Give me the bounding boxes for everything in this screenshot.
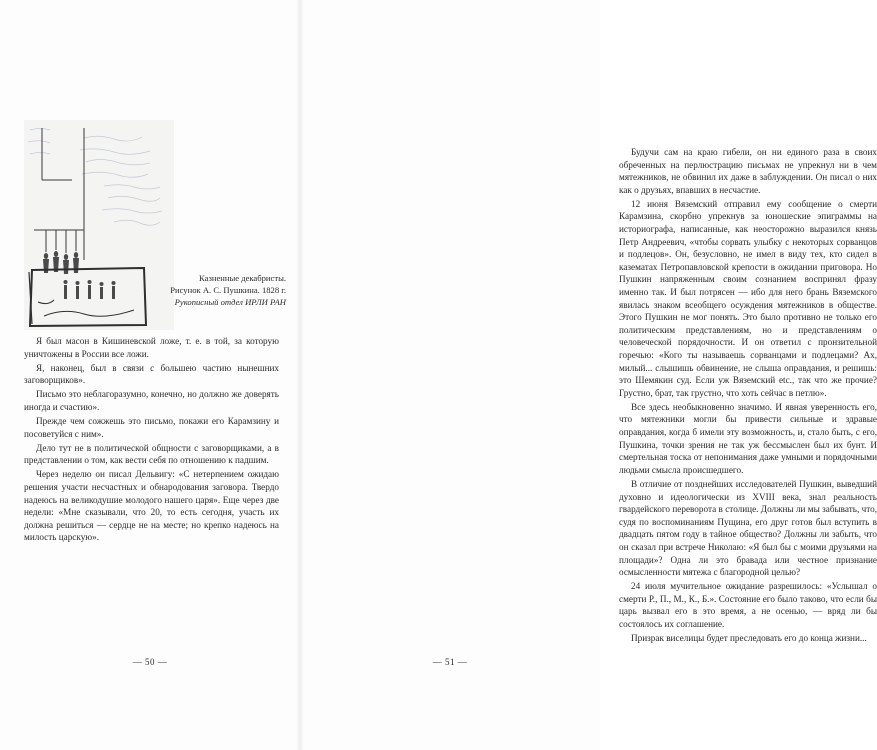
left-paragraph: Я, наконец, был в связи с большею частию нынешних заговорщиков».: [24, 362, 279, 386]
right-paragraph: В отличие от позднейших исследователей Пушкин, выведший духовно и идеологически из XVIII века, знал реальность гвардейского переворота в столице. Должны ли мы забывать, что, судя по воспоминаниям Пущина, его друг готов был вступить в двадцать пятом году в тайное общество? Должны ли забыть, что он сказал при встрече Николаю: «Я был бы с моими друзьями на площади»? Одна ли это бравада или честное признание осмысленности мятежа с благородной целью?: [619, 478, 877, 578]
right-paragraph: Все здесь необыкновенно значимо. И явная уверенность его, что мятежники могли бы привести сильные и здравые оправдания, когда б имели эту возможность, и, стало быть, с его, Пушкина, точки зрения не так уж бессмыслен был их бунт. И смертельная тоска от непонимания даже умными и порядочными людьми смысла происшедшего.: [619, 401, 877, 475]
caption-title: Казненные декабристы.: [199, 273, 286, 283]
left-page-body: [24, 335, 279, 546]
right-page: [300, 0, 877, 750]
left-paragraph: Я был масон в Кишиневской ложе, т. е. в той, за которую уничтожены в России все ложи.: [24, 336, 279, 359]
left-paragraph: Письмо это неблагоразумно, конечно, но должно же доверять иногда и счастию».: [24, 389, 279, 412]
right-paragraph: Будучи сам на краю гибели, он ни единого раза в своих обреченных на перлюстрацию письмах не упрекнул ни в чем мятежников, не обвинил их даже в заблуждении. Он писал о них как о друзьях, впавших в несчастие.: [619, 147, 877, 195]
right-paragraph: 24 июля мучительное ожидание разрешилось: «Услышал о смерти Р., П., М., К., Б.». Состояние его было таково, что если бы царь вызвал его в это время, а не осенью, — вряд ли бы состоялось их соглашение.: [619, 581, 877, 629]
right-page-body: [619, 146, 877, 646]
page-number-right: — 51 —: [432, 657, 468, 667]
left-page: [0, 0, 300, 750]
page-number-left: — 50 —: [132, 657, 168, 667]
right-paragraph: Призрак виселицы будет преследовать его до конца жизни...: [631, 633, 867, 644]
left-paragraph: Дело тут не в политической общности с заговорщиками, а в представлении о том, как вести себя по отношению к падшим.: [24, 442, 279, 466]
left-paragraph: Через неделю он писал Дельвигу: «С нетерпением ожидаю решения участи несчастных и обнародования заговора. Твердо надеюсь на великодушие молодого нашего царя». Еще через две недели: «Мне сказывали, что 20, то есть сегодня, участь их должна решиться — сердце не на месте; но крепко надеюсь на милость царскую».: [24, 469, 279, 543]
illustration-caption: [150, 272, 286, 308]
caption-credit: Рукописный отдел ИРЛИ РАН: [174, 297, 286, 307]
left-paragraph: Прежде чем сожжешь это письмо, покажи его Карамзину и посоветуйся с ним».: [24, 416, 279, 439]
right-paragraph: 12 июня Вяземский отправил ему сообщение о смерти Карамзина, скорбно упрекнув за юношеские эпиграммы на историографа, написанные, как неосторожно выразился князь Петр Андреевич, «чтобы сорвать улыбку с некоторых сорванцов и подлецов». Он, безусловно, не имел в виду тех, кто сидел в казематах Петропавловской крепости в ожидании приговора. Но Пушкин напряженным своим сознанием воспринял фразу именно так. И был потрясен — ибо для него брань Вяземского явилась знаком всеобщего осуждения мятежников в обществе. Этого Пушкин не мог понять. Это было противно не только его политическим представлениям, но и представлениям о человеческой порядочности. И он ответил с пронзительной горечью: «Кого ты называешь сорванцами и подлецами? Ах, милый... слышишь обвинение, не слыша оправдания, и решишь: это Шемякин суд. Если уж Вяземский etc., так что же прочие? Грустно, брат, так грустно, что хоть сейчас в петлю».: [619, 198, 877, 398]
caption-description: Рисунок А. С. Пушкина. 1828 г.: [170, 285, 286, 295]
